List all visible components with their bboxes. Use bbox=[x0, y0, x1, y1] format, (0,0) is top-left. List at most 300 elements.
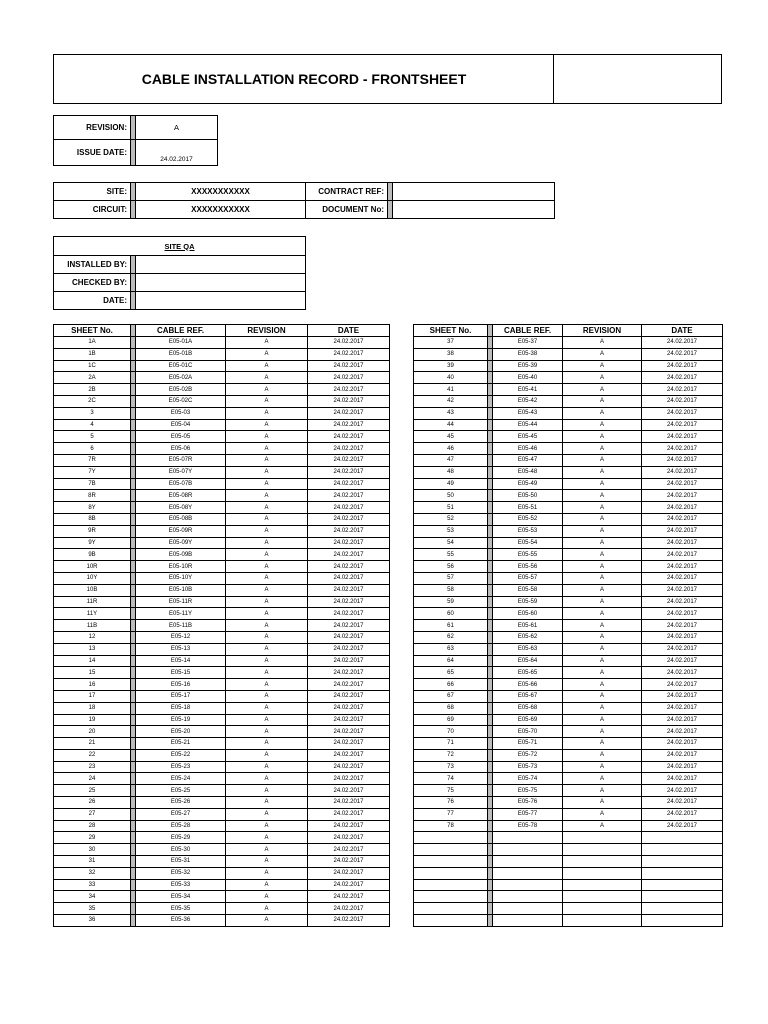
cable-ref-cell[interactable]: E05-63 bbox=[493, 643, 563, 655]
cable-ref-cell[interactable]: E05-75 bbox=[493, 785, 563, 797]
sheet-no-cell[interactable]: 42 bbox=[414, 395, 488, 407]
date-cell[interactable]: 24.02.2017 bbox=[308, 797, 390, 809]
cable-ref-cell[interactable]: E05-36 bbox=[136, 915, 226, 927]
cable-ref-cell[interactable]: E05-19 bbox=[136, 714, 226, 726]
sheet-no-cell[interactable]: 49 bbox=[414, 478, 488, 490]
date-cell[interactable]: 24.02.2017 bbox=[308, 572, 390, 584]
sheet-no-cell[interactable]: 58 bbox=[414, 584, 488, 596]
date-cell[interactable]: 24.02.2017 bbox=[308, 820, 390, 832]
date-cell[interactable]: 24.02.2017 bbox=[308, 584, 390, 596]
sheet-no-cell[interactable]: 32 bbox=[54, 867, 131, 879]
cable-ref-cell[interactable]: E05-40 bbox=[493, 372, 563, 384]
cable-ref-cell[interactable]: E05-74 bbox=[493, 773, 563, 785]
date-cell[interactable]: 24.02.2017 bbox=[308, 808, 390, 820]
date-cell[interactable]: 24.02.2017 bbox=[642, 620, 723, 632]
date-cell[interactable]: 24.02.2017 bbox=[308, 903, 390, 915]
sheet-no-cell[interactable]: 75 bbox=[414, 785, 488, 797]
date-cell[interactable]: 24.02.2017 bbox=[308, 360, 390, 372]
revision-cell[interactable]: A bbox=[563, 572, 642, 584]
revision-cell[interactable]: A bbox=[226, 360, 308, 372]
sheet-no-cell[interactable]: 73 bbox=[414, 761, 488, 773]
cable-ref-cell[interactable]: E05-54 bbox=[493, 537, 563, 549]
revision-cell[interactable]: A bbox=[563, 749, 642, 761]
cable-ref-cell[interactable]: E05-01A bbox=[136, 337, 226, 349]
cable-ref-cell[interactable]: E05-11Y bbox=[136, 608, 226, 620]
cable-ref-cell[interactable]: E05-07B bbox=[136, 478, 226, 490]
date-cell[interactable]: 24.02.2017 bbox=[308, 702, 390, 714]
sheet-no-cell[interactable]: 8R bbox=[54, 490, 131, 502]
revision-cell[interactable]: A bbox=[563, 643, 642, 655]
revision-cell[interactable]: A bbox=[226, 726, 308, 738]
date-cell[interactable]: 24.02.2017 bbox=[308, 761, 390, 773]
sheet-no-cell[interactable]: 11R bbox=[54, 596, 131, 608]
date-cell[interactable]: 24.02.2017 bbox=[308, 596, 390, 608]
sheet-no-cell[interactable]: 13 bbox=[54, 643, 131, 655]
sheet-no-cell[interactable] bbox=[414, 867, 488, 879]
cable-ref-cell[interactable]: E05-06 bbox=[136, 443, 226, 455]
date-cell[interactable]: 24.02.2017 bbox=[642, 655, 723, 667]
date-cell[interactable]: 24.02.2017 bbox=[308, 832, 390, 844]
revision-cell[interactable]: A bbox=[563, 384, 642, 396]
cable-ref-cell[interactable]: E05-21 bbox=[136, 738, 226, 750]
cable-ref-cell[interactable]: E05-41 bbox=[493, 384, 563, 396]
date-cell[interactable]: 24.02.2017 bbox=[642, 679, 723, 691]
sheet-no-cell[interactable]: 65 bbox=[414, 667, 488, 679]
revision-cell[interactable]: A bbox=[226, 407, 308, 419]
cable-ref-cell[interactable]: E05-10Y bbox=[136, 572, 226, 584]
cable-ref-cell[interactable]: E05-59 bbox=[493, 596, 563, 608]
revision-cell[interactable]: A bbox=[226, 431, 308, 443]
date-cell[interactable]: 24.02.2017 bbox=[308, 679, 390, 691]
revision-cell[interactable]: A bbox=[563, 537, 642, 549]
qa-date-field[interactable] bbox=[136, 292, 306, 310]
sheet-no-cell[interactable]: 67 bbox=[414, 690, 488, 702]
sheet-no-cell[interactable]: 12 bbox=[54, 631, 131, 643]
date-cell[interactable]: 24.02.2017 bbox=[308, 631, 390, 643]
date-cell[interactable]: 24.02.2017 bbox=[642, 525, 723, 537]
revision-cell[interactable]: A bbox=[226, 915, 308, 927]
cable-ref-cell[interactable]: E05-35 bbox=[136, 903, 226, 915]
sheet-no-cell[interactable]: 30 bbox=[54, 844, 131, 856]
cable-ref-cell[interactable]: E05-42 bbox=[493, 395, 563, 407]
revision-cell[interactable]: A bbox=[563, 714, 642, 726]
cable-ref-cell[interactable]: E05-03 bbox=[136, 407, 226, 419]
revision-cell[interactable]: A bbox=[563, 702, 642, 714]
sheet-no-cell[interactable]: 9Y bbox=[54, 537, 131, 549]
revision-cell[interactable]: A bbox=[226, 466, 308, 478]
revision-cell[interactable]: A bbox=[563, 372, 642, 384]
cable-ref-cell[interactable]: E05-11R bbox=[136, 596, 226, 608]
revision-cell[interactable]: A bbox=[226, 478, 308, 490]
revision-cell[interactable]: A bbox=[226, 419, 308, 431]
revision-cell[interactable]: A bbox=[563, 478, 642, 490]
sheet-no-cell[interactable]: 78 bbox=[414, 820, 488, 832]
revision-cell[interactable]: A bbox=[226, 749, 308, 761]
revision-cell[interactable]: A bbox=[563, 490, 642, 502]
revision-cell[interactable]: A bbox=[226, 891, 308, 903]
date-cell[interactable] bbox=[642, 915, 723, 927]
cable-ref-cell[interactable]: E05-62 bbox=[493, 631, 563, 643]
sheet-no-cell[interactable]: 2A bbox=[54, 372, 131, 384]
sheet-no-cell[interactable]: 24 bbox=[54, 773, 131, 785]
sheet-no-cell[interactable]: 7Y bbox=[54, 466, 131, 478]
revision-cell[interactable]: A bbox=[226, 608, 308, 620]
cable-ref-cell[interactable]: E05-15 bbox=[136, 667, 226, 679]
sheet-no-cell[interactable]: 62 bbox=[414, 631, 488, 643]
cable-ref-cell[interactable]: E05-39 bbox=[493, 360, 563, 372]
revision-cell[interactable] bbox=[563, 879, 642, 891]
date-cell[interactable]: 24.02.2017 bbox=[642, 608, 723, 620]
sheet-no-cell[interactable]: 45 bbox=[414, 431, 488, 443]
cable-ref-cell[interactable]: E05-46 bbox=[493, 443, 563, 455]
cable-ref-cell[interactable]: E05-02B bbox=[136, 384, 226, 396]
sheet-no-cell[interactable]: 66 bbox=[414, 679, 488, 691]
sheet-no-cell[interactable]: 50 bbox=[414, 490, 488, 502]
cable-ref-cell[interactable]: E05-77 bbox=[493, 808, 563, 820]
date-cell[interactable]: 24.02.2017 bbox=[642, 490, 723, 502]
cable-ref-cell[interactable]: E05-09Y bbox=[136, 537, 226, 549]
revision-cell[interactable]: A bbox=[226, 572, 308, 584]
date-cell[interactable]: 24.02.2017 bbox=[642, 690, 723, 702]
date-cell[interactable]: 24.02.2017 bbox=[308, 643, 390, 655]
sheet-no-cell[interactable]: 52 bbox=[414, 513, 488, 525]
revision-cell[interactable]: A bbox=[226, 502, 308, 514]
date-cell[interactable]: 24.02.2017 bbox=[308, 667, 390, 679]
revision-cell[interactable]: A bbox=[226, 372, 308, 384]
sheet-no-cell[interactable]: 70 bbox=[414, 726, 488, 738]
date-cell[interactable]: 24.02.2017 bbox=[308, 749, 390, 761]
revision-cell[interactable]: A bbox=[563, 431, 642, 443]
sheet-no-cell[interactable]: 69 bbox=[414, 714, 488, 726]
sheet-no-cell[interactable]: 9B bbox=[54, 549, 131, 561]
date-cell[interactable] bbox=[642, 867, 723, 879]
sheet-no-cell[interactable]: 55 bbox=[414, 549, 488, 561]
date-cell[interactable]: 24.02.2017 bbox=[308, 738, 390, 750]
cable-ref-cell[interactable]: E05-23 bbox=[136, 761, 226, 773]
revision-cell[interactable]: A bbox=[226, 620, 308, 632]
sheet-no-cell[interactable]: 37 bbox=[414, 337, 488, 349]
sheet-no-cell[interactable]: 57 bbox=[414, 572, 488, 584]
cable-ref-cell[interactable]: E05-38 bbox=[493, 348, 563, 360]
date-cell[interactable]: 24.02.2017 bbox=[308, 608, 390, 620]
sheet-no-cell[interactable]: 21 bbox=[54, 738, 131, 750]
sheet-no-cell[interactable]: 34 bbox=[54, 891, 131, 903]
cable-ref-cell[interactable]: E05-57 bbox=[493, 572, 563, 584]
sheet-no-cell[interactable]: 33 bbox=[54, 879, 131, 891]
revision-cell[interactable]: A bbox=[563, 631, 642, 643]
revision-cell[interactable]: A bbox=[563, 337, 642, 349]
revision-cell[interactable]: A bbox=[226, 856, 308, 868]
cable-ref-cell[interactable]: E05-33 bbox=[136, 879, 226, 891]
cable-ref-cell[interactable] bbox=[493, 903, 563, 915]
date-cell[interactable] bbox=[642, 856, 723, 868]
revision-cell[interactable]: A bbox=[563, 454, 642, 466]
revision-cell[interactable]: A bbox=[226, 879, 308, 891]
revision-cell[interactable]: A bbox=[563, 596, 642, 608]
revision-cell[interactable]: A bbox=[563, 797, 642, 809]
revision-cell[interactable]: A bbox=[563, 360, 642, 372]
sheet-no-cell[interactable]: 7R bbox=[54, 454, 131, 466]
revision-cell[interactable]: A bbox=[563, 679, 642, 691]
sheet-no-cell[interactable]: 11Y bbox=[54, 608, 131, 620]
date-cell[interactable]: 24.02.2017 bbox=[642, 443, 723, 455]
revision-cell[interactable]: A bbox=[563, 761, 642, 773]
cable-ref-cell[interactable]: E05-72 bbox=[493, 749, 563, 761]
date-cell[interactable]: 24.02.2017 bbox=[642, 785, 723, 797]
revision-cell[interactable]: A bbox=[226, 702, 308, 714]
date-cell[interactable]: 24.02.2017 bbox=[308, 454, 390, 466]
date-cell[interactable]: 24.02.2017 bbox=[308, 690, 390, 702]
sheet-no-cell[interactable] bbox=[414, 879, 488, 891]
revision-cell[interactable]: A bbox=[563, 655, 642, 667]
date-cell[interactable]: 24.02.2017 bbox=[308, 844, 390, 856]
revision-cell[interactable]: A bbox=[563, 513, 642, 525]
sheet-no-cell[interactable]: 20 bbox=[54, 726, 131, 738]
sheet-no-cell[interactable]: 10Y bbox=[54, 572, 131, 584]
sheet-no-cell[interactable]: 4 bbox=[54, 419, 131, 431]
revision-value[interactable]: A bbox=[136, 116, 218, 140]
cable-ref-cell[interactable]: E05-10B bbox=[136, 584, 226, 596]
sheet-no-cell[interactable]: 18 bbox=[54, 702, 131, 714]
date-cell[interactable]: 24.02.2017 bbox=[642, 561, 723, 573]
cable-ref-cell[interactable]: E05-66 bbox=[493, 679, 563, 691]
revision-cell[interactable]: A bbox=[226, 832, 308, 844]
sheet-no-cell[interactable]: 59 bbox=[414, 596, 488, 608]
date-cell[interactable]: 24.02.2017 bbox=[642, 631, 723, 643]
date-cell[interactable]: 24.02.2017 bbox=[308, 537, 390, 549]
cable-ref-cell[interactable]: E05-13 bbox=[136, 643, 226, 655]
date-cell[interactable]: 24.02.2017 bbox=[642, 513, 723, 525]
date-cell[interactable]: 24.02.2017 bbox=[642, 537, 723, 549]
sheet-no-cell[interactable]: 7B bbox=[54, 478, 131, 490]
sheet-no-cell[interactable]: 5 bbox=[54, 431, 131, 443]
sheet-no-cell[interactable]: 35 bbox=[54, 903, 131, 915]
cable-ref-cell[interactable]: E05-53 bbox=[493, 525, 563, 537]
date-cell[interactable]: 24.02.2017 bbox=[642, 584, 723, 596]
date-cell[interactable]: 24.02.2017 bbox=[642, 384, 723, 396]
cable-ref-cell[interactable]: E05-08R bbox=[136, 490, 226, 502]
revision-cell[interactable]: A bbox=[226, 395, 308, 407]
sheet-no-cell[interactable]: 41 bbox=[414, 384, 488, 396]
revision-cell[interactable] bbox=[563, 832, 642, 844]
date-cell[interactable]: 24.02.2017 bbox=[308, 856, 390, 868]
cable-ref-cell[interactable]: E05-48 bbox=[493, 466, 563, 478]
date-cell[interactable]: 24.02.2017 bbox=[642, 808, 723, 820]
revision-cell[interactable]: A bbox=[226, 643, 308, 655]
date-cell[interactable]: 24.02.2017 bbox=[642, 726, 723, 738]
sheet-no-cell[interactable]: 77 bbox=[414, 808, 488, 820]
sheet-no-cell[interactable] bbox=[414, 891, 488, 903]
cable-ref-cell[interactable]: E05-16 bbox=[136, 679, 226, 691]
date-cell[interactable]: 24.02.2017 bbox=[642, 431, 723, 443]
sheet-no-cell[interactable]: 16 bbox=[54, 679, 131, 691]
revision-cell[interactable]: A bbox=[226, 655, 308, 667]
date-cell[interactable]: 24.02.2017 bbox=[642, 702, 723, 714]
revision-cell[interactable] bbox=[563, 856, 642, 868]
cable-ref-cell[interactable]: E05-50 bbox=[493, 490, 563, 502]
cable-ref-cell[interactable]: E05-31 bbox=[136, 856, 226, 868]
date-cell[interactable]: 24.02.2017 bbox=[642, 667, 723, 679]
date-cell[interactable]: 24.02.2017 bbox=[308, 726, 390, 738]
cable-ref-cell[interactable]: E05-09R bbox=[136, 525, 226, 537]
date-cell[interactable]: 24.02.2017 bbox=[642, 478, 723, 490]
revision-cell[interactable]: A bbox=[226, 596, 308, 608]
revision-cell[interactable]: A bbox=[226, 513, 308, 525]
sheet-no-cell[interactable]: 68 bbox=[414, 702, 488, 714]
date-cell[interactable]: 24.02.2017 bbox=[308, 478, 390, 490]
revision-cell[interactable]: A bbox=[563, 820, 642, 832]
cable-ref-cell[interactable]: E05-61 bbox=[493, 620, 563, 632]
sheet-no-cell[interactable]: 47 bbox=[414, 454, 488, 466]
cable-ref-cell[interactable] bbox=[493, 879, 563, 891]
cable-ref-cell[interactable]: E05-34 bbox=[136, 891, 226, 903]
sheet-no-cell[interactable]: 74 bbox=[414, 773, 488, 785]
cable-ref-cell[interactable]: E05-32 bbox=[136, 867, 226, 879]
sheet-no-cell[interactable]: 60 bbox=[414, 608, 488, 620]
revision-cell[interactable]: A bbox=[563, 502, 642, 514]
sheet-no-cell[interactable] bbox=[414, 903, 488, 915]
cable-ref-cell[interactable]: E05-22 bbox=[136, 749, 226, 761]
sheet-no-cell[interactable]: 8Y bbox=[54, 502, 131, 514]
cable-ref-cell[interactable]: E05-71 bbox=[493, 738, 563, 750]
revision-cell[interactable]: A bbox=[563, 525, 642, 537]
cable-ref-cell[interactable]: E05-68 bbox=[493, 702, 563, 714]
cable-ref-cell[interactable]: E05-09B bbox=[136, 549, 226, 561]
revision-cell[interactable]: A bbox=[563, 419, 642, 431]
cable-ref-cell[interactable] bbox=[493, 891, 563, 903]
date-cell[interactable]: 24.02.2017 bbox=[308, 372, 390, 384]
cable-ref-cell[interactable]: E05-67 bbox=[493, 690, 563, 702]
revision-cell[interactable]: A bbox=[563, 690, 642, 702]
revision-cell[interactable]: A bbox=[226, 808, 308, 820]
cable-ref-cell[interactable]: E05-47 bbox=[493, 454, 563, 466]
date-cell[interactable]: 24.02.2017 bbox=[642, 454, 723, 466]
date-cell[interactable]: 24.02.2017 bbox=[642, 714, 723, 726]
document-no-value[interactable] bbox=[393, 201, 555, 219]
sheet-no-cell[interactable]: 10B bbox=[54, 584, 131, 596]
date-cell[interactable]: 24.02.2017 bbox=[308, 561, 390, 573]
date-cell[interactable] bbox=[642, 844, 723, 856]
revision-cell[interactable]: A bbox=[563, 561, 642, 573]
cable-ref-cell[interactable] bbox=[493, 832, 563, 844]
cable-ref-cell[interactable]: E05-01C bbox=[136, 360, 226, 372]
date-cell[interactable]: 24.02.2017 bbox=[642, 761, 723, 773]
date-cell[interactable]: 24.02.2017 bbox=[308, 785, 390, 797]
cable-ref-cell[interactable]: E05-24 bbox=[136, 773, 226, 785]
date-cell[interactable]: 24.02.2017 bbox=[308, 337, 390, 349]
sheet-no-cell[interactable]: 40 bbox=[414, 372, 488, 384]
date-cell[interactable]: 24.02.2017 bbox=[308, 525, 390, 537]
revision-cell[interactable]: A bbox=[563, 443, 642, 455]
revision-cell[interactable] bbox=[563, 903, 642, 915]
revision-cell[interactable]: A bbox=[226, 690, 308, 702]
date-cell[interactable]: 24.02.2017 bbox=[642, 572, 723, 584]
sheet-no-cell[interactable]: 76 bbox=[414, 797, 488, 809]
date-cell[interactable]: 24.02.2017 bbox=[308, 549, 390, 561]
sheet-no-cell[interactable]: 61 bbox=[414, 620, 488, 632]
cable-ref-cell[interactable]: E05-08B bbox=[136, 513, 226, 525]
sheet-no-cell[interactable]: 53 bbox=[414, 525, 488, 537]
cable-ref-cell[interactable]: E05-64 bbox=[493, 655, 563, 667]
revision-cell[interactable]: A bbox=[226, 844, 308, 856]
sheet-no-cell[interactable]: 36 bbox=[54, 915, 131, 927]
cable-ref-cell[interactable]: E05-58 bbox=[493, 584, 563, 596]
cable-ref-cell[interactable] bbox=[493, 867, 563, 879]
installed-by-field[interactable] bbox=[136, 256, 306, 274]
date-cell[interactable]: 24.02.2017 bbox=[308, 490, 390, 502]
revision-cell[interactable]: A bbox=[226, 561, 308, 573]
revision-cell[interactable]: A bbox=[563, 620, 642, 632]
sheet-no-cell[interactable]: 31 bbox=[54, 856, 131, 868]
sheet-no-cell[interactable]: 56 bbox=[414, 561, 488, 573]
cable-ref-cell[interactable]: E05-07R bbox=[136, 454, 226, 466]
cable-ref-cell[interactable]: E05-07Y bbox=[136, 466, 226, 478]
date-cell[interactable]: 24.02.2017 bbox=[308, 407, 390, 419]
date-cell[interactable]: 24.02.2017 bbox=[642, 348, 723, 360]
revision-cell[interactable]: A bbox=[563, 584, 642, 596]
date-cell[interactable]: 24.02.2017 bbox=[308, 620, 390, 632]
revision-cell[interactable]: A bbox=[563, 608, 642, 620]
date-cell[interactable]: 24.02.2017 bbox=[308, 891, 390, 903]
revision-cell[interactable]: A bbox=[226, 490, 308, 502]
revision-cell[interactable]: A bbox=[226, 867, 308, 879]
date-cell[interactable]: 24.02.2017 bbox=[308, 443, 390, 455]
date-cell[interactable]: 24.02.2017 bbox=[308, 466, 390, 478]
sheet-no-cell[interactable]: 1B bbox=[54, 348, 131, 360]
cable-ref-cell[interactable] bbox=[493, 844, 563, 856]
revision-cell[interactable]: A bbox=[226, 348, 308, 360]
date-cell[interactable]: 24.02.2017 bbox=[308, 867, 390, 879]
date-cell[interactable]: 24.02.2017 bbox=[308, 348, 390, 360]
revision-cell[interactable]: A bbox=[563, 808, 642, 820]
cable-ref-cell[interactable]: E05-20 bbox=[136, 726, 226, 738]
revision-cell[interactable]: A bbox=[226, 384, 308, 396]
revision-cell[interactable]: A bbox=[226, 679, 308, 691]
sheet-no-cell[interactable]: 48 bbox=[414, 466, 488, 478]
cable-ref-cell[interactable]: E05-37 bbox=[493, 337, 563, 349]
issue-date-value[interactable]: 24.02.2017 bbox=[136, 140, 218, 166]
cable-ref-cell[interactable]: E05-44 bbox=[493, 419, 563, 431]
revision-cell[interactable] bbox=[563, 915, 642, 927]
revision-cell[interactable]: A bbox=[563, 738, 642, 750]
date-cell[interactable]: 24.02.2017 bbox=[642, 407, 723, 419]
cable-ref-cell[interactable]: E05-01B bbox=[136, 348, 226, 360]
sheet-no-cell[interactable]: 25 bbox=[54, 785, 131, 797]
cable-ref-cell[interactable]: E05-73 bbox=[493, 761, 563, 773]
revision-cell[interactable]: A bbox=[226, 738, 308, 750]
revision-cell[interactable]: A bbox=[563, 395, 642, 407]
sheet-no-cell[interactable]: 6 bbox=[54, 443, 131, 455]
contract-ref-value[interactable] bbox=[393, 183, 555, 201]
sheet-no-cell[interactable]: 64 bbox=[414, 655, 488, 667]
cable-ref-cell[interactable]: E05-14 bbox=[136, 655, 226, 667]
date-cell[interactable]: 24.02.2017 bbox=[642, 337, 723, 349]
revision-cell[interactable]: A bbox=[226, 525, 308, 537]
site-value[interactable]: XXXXXXXXXXX bbox=[136, 183, 306, 201]
sheet-no-cell[interactable]: 38 bbox=[414, 348, 488, 360]
sheet-no-cell[interactable]: 2B bbox=[54, 384, 131, 396]
sheet-no-cell[interactable]: 15 bbox=[54, 667, 131, 679]
date-cell[interactable]: 24.02.2017 bbox=[308, 431, 390, 443]
cable-ref-cell[interactable] bbox=[493, 915, 563, 927]
cable-ref-cell[interactable]: E05-76 bbox=[493, 797, 563, 809]
revision-cell[interactable]: A bbox=[226, 714, 308, 726]
cable-ref-cell[interactable]: E05-04 bbox=[136, 419, 226, 431]
date-cell[interactable]: 24.02.2017 bbox=[308, 655, 390, 667]
date-cell[interactable]: 24.02.2017 bbox=[308, 513, 390, 525]
cable-ref-cell[interactable]: E05-65 bbox=[493, 667, 563, 679]
cable-ref-cell[interactable]: E05-56 bbox=[493, 561, 563, 573]
